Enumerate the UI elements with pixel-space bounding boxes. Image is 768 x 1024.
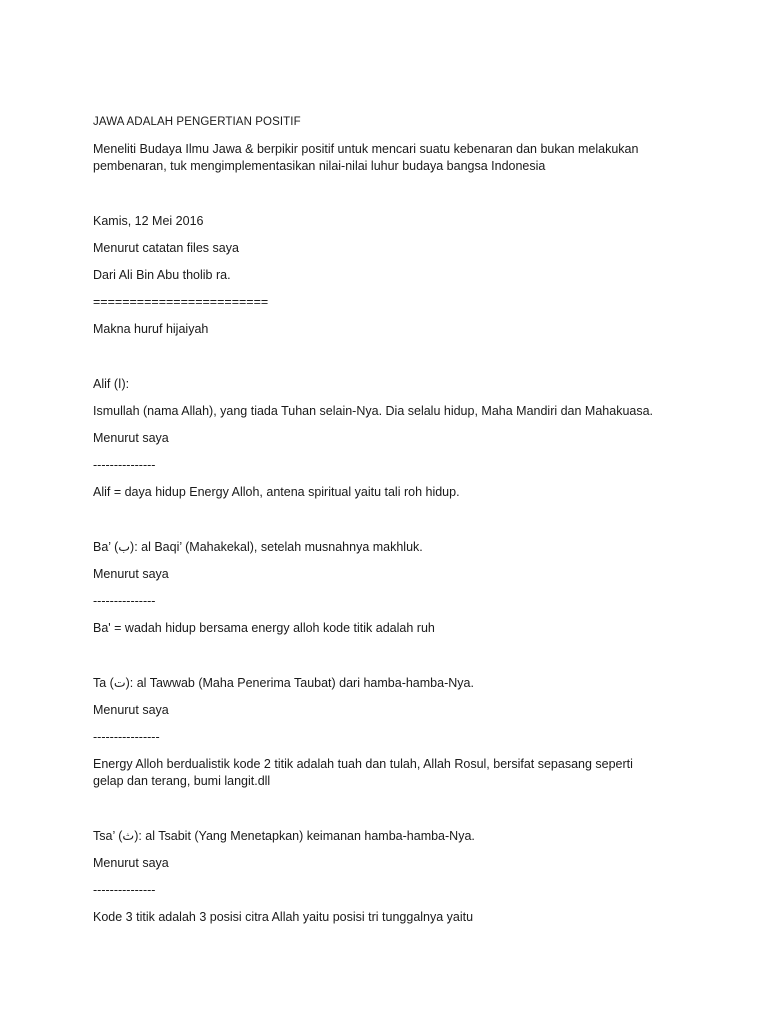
- ta-note-line-2: gelap dan terang, bumi langit.dll: [93, 774, 271, 788]
- source-line: Dari Ali Bin Abu tholib ra.: [93, 268, 231, 282]
- alif-note: Alif = daya hidup Energy Alloh, antena spiritual yaitu tali roh hidup.: [93, 485, 460, 499]
- ta-note-line-1: Energy Alloh berdualistik kode 2 titik adalah tuah dan tulah, Allah Rosul, bersifat sepasang seperti: [93, 757, 633, 771]
- alif-menurut: Menurut saya: [93, 431, 169, 445]
- tsa-dashes: ---------------: [93, 883, 156, 897]
- ta-title: Ta (ت): al Tawwab (Maha Penerima Taubat) dari hamba-hamba-Nya.: [93, 676, 474, 690]
- tsa-title: Tsa’ (ث): al Tsabit (Yang Menetapkan) keimanan hamba-hamba-Nya.: [93, 829, 475, 843]
- tsa-menurut: Menurut saya: [93, 856, 169, 870]
- alif-description: Ismullah (nama Allah), yang tiada Tuhan selain-Nya. Dia selalu hidup, Maha Mandiri dan Mahakuasa.: [93, 404, 654, 418]
- notes-line: Menurut catatan files saya: [93, 241, 239, 255]
- subtitle-line: Makna huruf hijaiyah: [93, 322, 209, 336]
- tsa-note: Kode 3 titik adalah 3 posisi citra Allah yaitu posisi tri tunggalnya yaitu: [93, 910, 474, 924]
- document-heading: JAWA ADALAH PENGERTIAN POSITIF: [93, 116, 301, 128]
- date-line: Kamis, 12 Mei 2016: [93, 214, 204, 228]
- separator-line: ========================: [93, 295, 269, 309]
- ba-dashes: ---------------: [93, 594, 156, 608]
- ta-menurut: Menurut saya: [93, 703, 169, 717]
- ba-note: Ba' = wadah hidup bersama energy alloh kode titik adalah ruh: [93, 621, 435, 635]
- intro-line-1: Meneliti Budaya Ilmu Jawa & berpikir positif untuk mencari suatu kebenaran dan bukan melakukan: [93, 142, 639, 156]
- document-body: [93, 114, 693, 926]
- alif-dashes: ---------------: [93, 458, 156, 472]
- ba-menurut: Menurut saya: [93, 567, 169, 581]
- alif-title: Alif (ا):: [93, 377, 130, 391]
- ba-title: Ba’ (ب): al Baqi’ (Mahakekal), setelah musnahnya makhluk.: [93, 540, 423, 554]
- intro-line-2: pembenaran, tuk mengimplementasikan nilai-nilai luhur budaya bangsa Indonesia: [93, 159, 546, 173]
- ta-dashes: ----------------: [93, 730, 160, 744]
